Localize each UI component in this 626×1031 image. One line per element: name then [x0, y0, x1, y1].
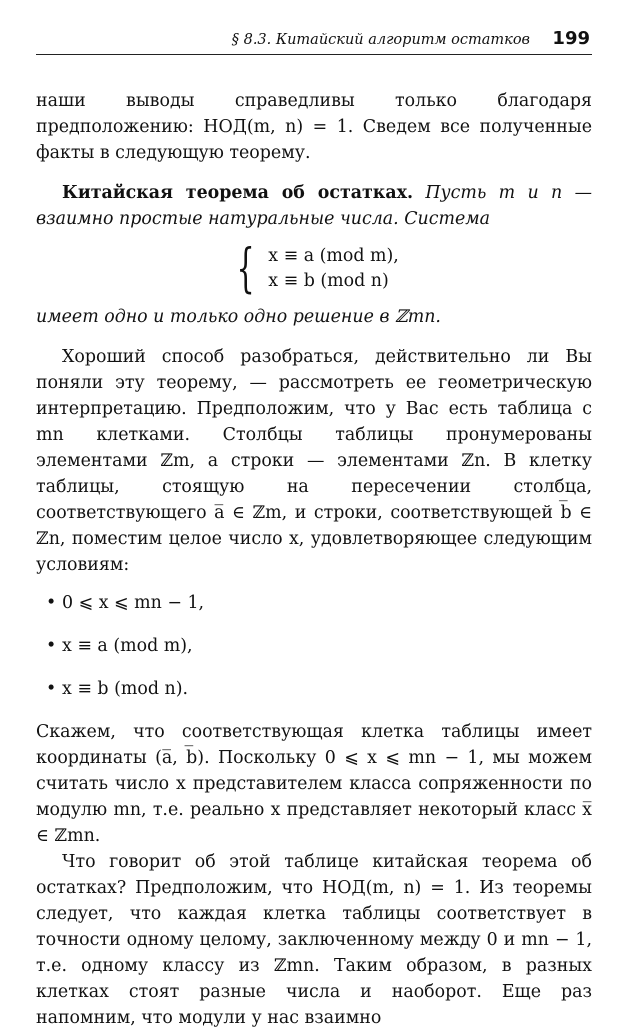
theorem-block — [36, 180, 592, 330]
left-brace: { — [236, 239, 255, 299]
condition-item-3: • x ≡ b (mod n). — [62, 676, 592, 702]
congruence-system — [36, 239, 592, 299]
running-header — [36, 28, 592, 55]
book-page — [36, 28, 592, 1031]
paragraph-3: Скажем, что соответствующая клетка таблицы имеет координаты (a̅, b̅). Поскольку 0 ⩽ x ⩽ mn − 1, мы можем считать число x представителем класса сопряженности по модулю mn, т.е. реально x представляет некоторый класс x̅ ∈ ℤmn. — [36, 722, 592, 846]
paragraph-1: наши выводы справедливы только благодаря предположению: НОД(m, n) = 1. Сведем все полученные факты в следующую теорему. — [36, 91, 592, 163]
system-rows — [268, 244, 399, 294]
theorem-statement: Пусть m и n — взаимно простые натуральные числа. Система — [36, 183, 592, 229]
theorem-conclusion: имеет одно и только одно решение в ℤmn. — [36, 307, 441, 327]
theorem-title: Китайская теорема об остатках. — [62, 183, 414, 203]
conditions-list — [36, 590, 592, 702]
paragraph-4: Что говорит об этой таблице китайская теорема об остатках? Предположим, что НОД(m, n) = 1. Из теоремы следует, что каждая клетка таблицы соответствует в точности одному целому, заключенному между 0 и mn − 1, т.е. одному классу из ℤmn. Таким образом, в разных клетках стоят разные числа и наоборот. Еще раз напомним, что модули у нас взаимно — [36, 852, 592, 1028]
section-title: § 8.3. Китайский алгоритм остатков — [231, 32, 530, 48]
system-row-2: x ≡ b (mod n) — [268, 271, 389, 291]
page-number: 199 — [552, 28, 590, 49]
condition-item-1: • 0 ⩽ x ⩽ mn − 1, — [62, 590, 592, 616]
condition-item-2: • x ≡ a (mod m), — [62, 633, 592, 659]
paragraph-2: Хороший способ разобраться, действительно ли Вы поняли эту теорему, — рассмотреть ее геометрическую интерпретацию. Предположим, что у Вас есть таблица с mn клетками. Столбцы таблицы пронумерованы элементами ℤm, а строки — элементами ℤn. В клетку таблицы, стоящую на пересечении столбца, соответствующего a̅ ∈ ℤm, и строки, соответствующей b̅ ∈ ℤn, поместим целое число x, удовлетворяющее следующим условиям: — [36, 347, 592, 575]
system-row-1: x ≡ a (mod m), — [268, 246, 399, 266]
